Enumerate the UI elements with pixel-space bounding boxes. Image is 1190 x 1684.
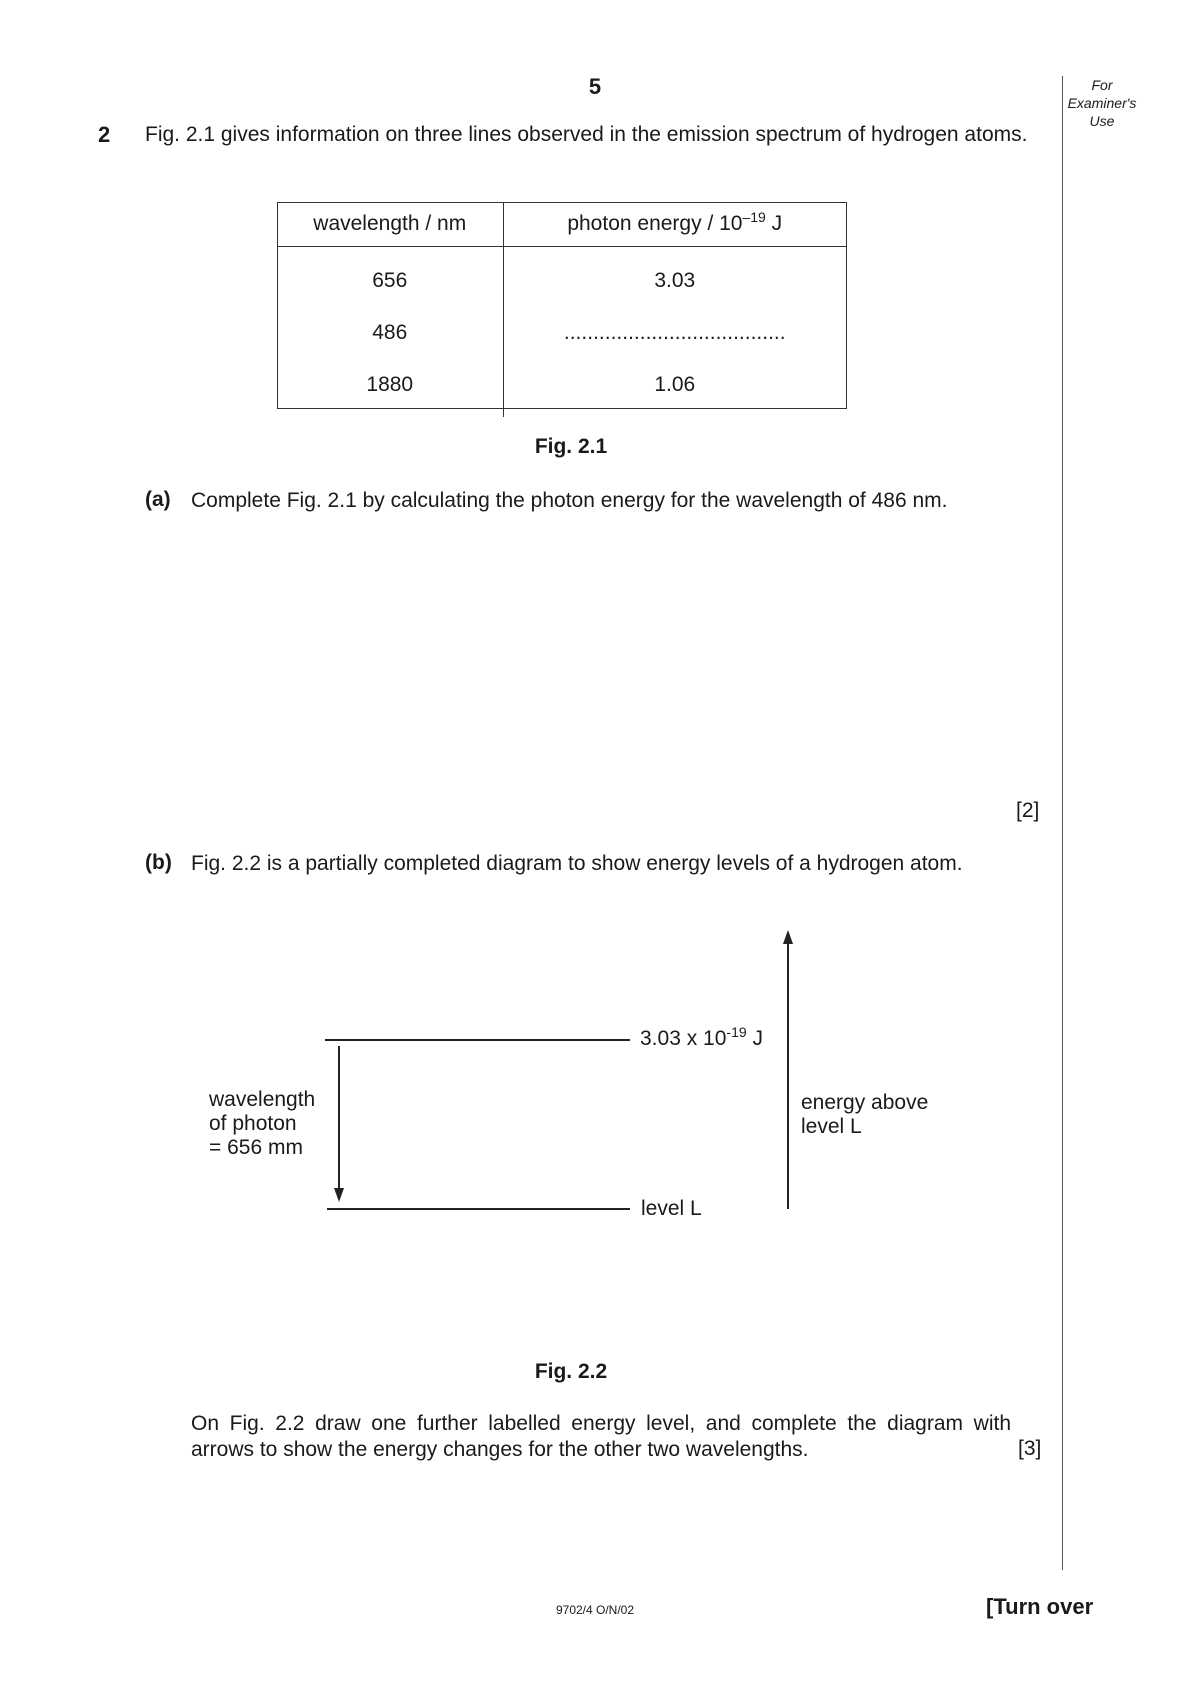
page-number: 5 xyxy=(588,74,602,99)
photon-label-line-1: wavelength xyxy=(209,1088,316,1111)
energy-label-line-1: energy above xyxy=(801,1091,929,1114)
photon-label-line-2: of photon xyxy=(209,1112,297,1135)
energy-axis-arrowhead xyxy=(783,930,793,944)
part-b-text: Fig. 2.2 is a partially completed diagram to show energy levels of a hydrogen atom. xyxy=(191,852,963,875)
turn-over-note: [Turn over xyxy=(986,1594,1094,1619)
question-intro: Fig. 2.1 gives information on three lines observed in the emission spectrum of hydrogen atoms. xyxy=(145,123,1028,146)
footer-paper-code: 9702/4 O/N/02 xyxy=(555,1603,635,1617)
upper-level-label xyxy=(640,1024,763,1051)
part-a-label: (a) xyxy=(145,488,171,511)
header-energy-exponent: –19 xyxy=(742,209,766,225)
examiner-note-line-3: Use xyxy=(1089,113,1115,129)
part-b-instruction: On Fig. 2.2 draw one further labelled energy level, and complete the diagram with arrows to show the energy changes for the other two wavelengths. xyxy=(191,1412,1011,1461)
cell-energy: 1.06 xyxy=(654,373,696,396)
examiner-note-line-1: For xyxy=(1091,77,1113,93)
question-number: 2 xyxy=(98,122,111,147)
cell-energy-answer-blank[interactable]: ...................................... xyxy=(563,321,786,344)
energy-label-line-2: level L xyxy=(801,1115,862,1138)
examiner-note-line-2: Examiner's xyxy=(1067,95,1137,111)
fig-2-2-caption: Fig. 2.2 xyxy=(534,1360,608,1383)
fig-2-1-caption: Fig. 2.1 xyxy=(534,435,608,458)
lower-level-label: level L xyxy=(641,1197,702,1220)
cell-wavelength: 656 xyxy=(277,247,503,308)
upper-level-unit: J xyxy=(746,1027,763,1050)
energy-above-label xyxy=(801,1091,928,1139)
part-a-marks: [2] xyxy=(1016,799,1040,822)
part-b-marks: [3] xyxy=(1018,1437,1042,1460)
cell-energy: 3.03 xyxy=(654,269,696,292)
header-energy-base: photon energy / 10 xyxy=(567,212,743,235)
cell-wavelength: 1880 xyxy=(277,359,503,417)
cell-wavelength: 486 xyxy=(277,307,503,359)
header-wavelength: wavelength / nm xyxy=(277,202,503,247)
header-energy-unit: J xyxy=(765,212,783,235)
photon-wavelength-label xyxy=(209,1088,315,1160)
photon-emission-arrowhead xyxy=(334,1188,344,1202)
photon-label-line-3: = 656 mm xyxy=(209,1136,303,1159)
part-b-label: (b) xyxy=(145,851,172,874)
part-a-text: Complete Fig. 2.1 by calculating the photon energy for the wavelength of 486 nm. xyxy=(191,489,948,512)
upper-level-exponent: -19 xyxy=(726,1024,747,1040)
upper-level-value: 3.03 x 10 xyxy=(640,1027,727,1050)
